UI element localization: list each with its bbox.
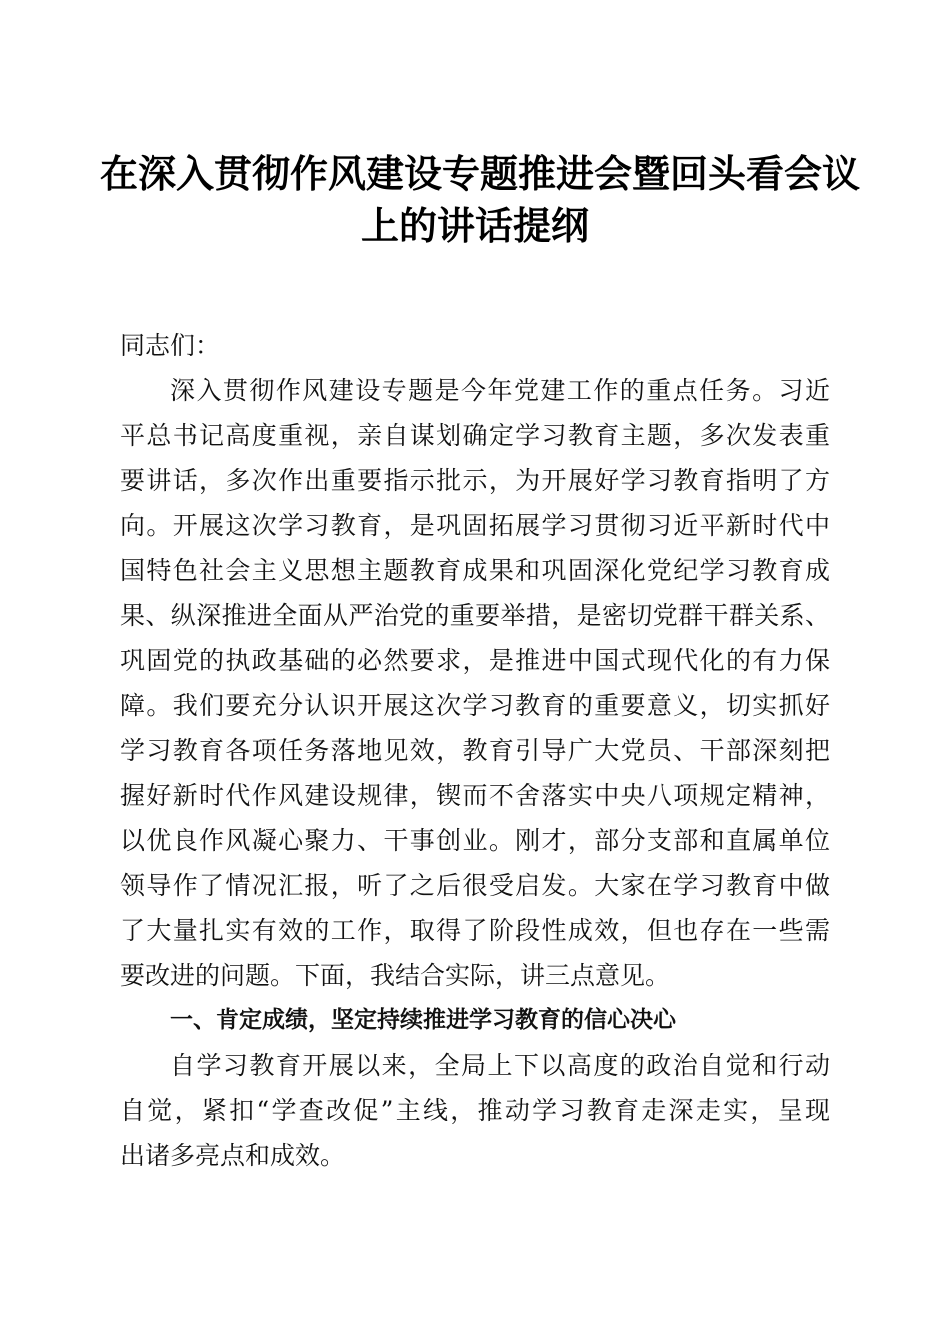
paragraph-line: 向。开展这次学习教育，是巩固拓展学习贯彻习近平新时代中 [120,511,830,540]
document-title [100,148,861,252]
paragraph-line: 自学习教育开展以来，全局上下以高度的政治自觉和行动 [170,1051,830,1080]
section-heading-1: 一、肯定成绩，坚定持续推进学习教育的信心决心 [170,1007,676,1033]
paragraph-line: 深入贯彻作风建设专题是今年党建工作的重点任务。习近 [170,376,830,405]
title-line-1: 在深入贯彻作风建设专题推进会暨回头看会议 [100,151,861,196]
paragraph-2 [120,1043,830,1178]
paragraph-line: 国特色社会主义思想主题教育成果和巩固深化党纪学习教育成 [120,556,830,585]
salutation: 同志们： [120,331,221,360]
title-line-2: 上的讲话提纲 [360,203,589,248]
paragraph-line: 自觉，紧扣“学查改促”主线，推动学习教育走深走实，呈现 [120,1096,830,1125]
paragraph-line: 障。我们要充分认识开展这次学习教育的重要意义，切实抓好 [120,691,830,720]
paragraph-line: 巩固党的执政基础的必然要求，是推进中国式现代化的有力保 [120,646,830,675]
document-body [120,323,830,1178]
paragraph-line: 学习教育各项任务落地见效，教育引导广大党员、干部深刻把 [120,736,830,765]
paragraph-line: 要改进的问题。下面，我结合实际，讲三点意见。 [120,961,671,990]
paragraph-line: 要讲话，多次作出重要指示批示，为开展好学习教育指明了方 [120,466,830,495]
paragraph-line: 了大量扎实有效的工作，取得了阶段性成效，但也存在一些需 [120,916,830,945]
paragraph-line: 以优良作风凝心聚力、干事创业。刚才，部分支部和直属单位 [120,826,830,855]
paragraph-line: 果、纵深推进全面从严治党的重要举措，是密切党群干群关系、 [120,601,830,630]
paragraph-line: 平总书记高度重视，亲自谋划确定学习教育主题，多次发表重 [120,421,830,450]
paragraph-line: 握好新时代作风建设规律，锲而不舍落实中央八项规定精神， [120,781,830,810]
paragraph-line: 出诸多亮点和成效。 [120,1141,346,1170]
paragraph-line: 领导作了情况汇报，听了之后很受启发。大家在学习教育中做 [120,871,830,900]
paragraph-1 [120,368,830,998]
